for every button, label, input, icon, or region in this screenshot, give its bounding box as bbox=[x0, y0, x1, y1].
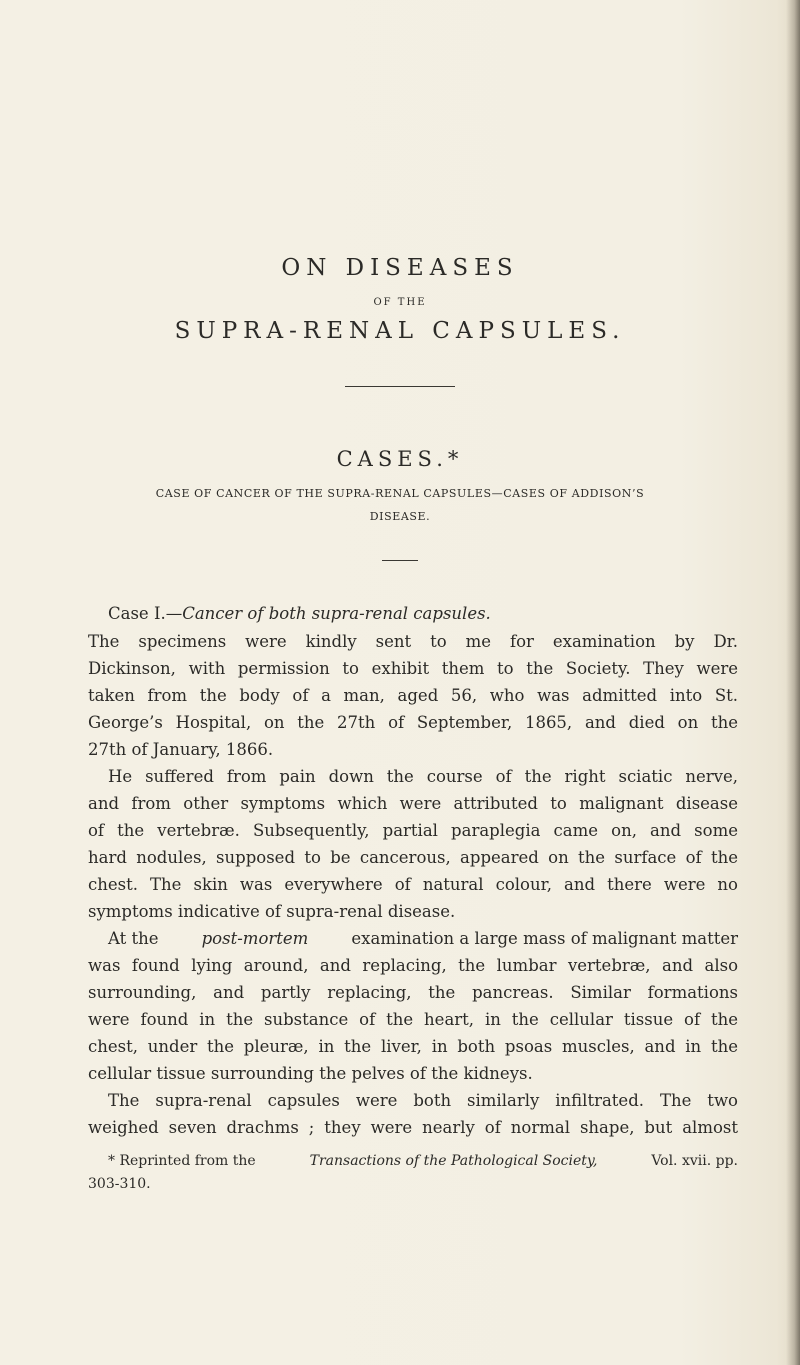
footnote-rest: Vol. xvii. pp. bbox=[651, 1153, 738, 1169]
body-line-8: of the vertebræ. Subsequently, partial paraplegia came on, and some bbox=[88, 821, 738, 840]
body-line-5: 27th of January, 1866. bbox=[88, 740, 274, 759]
case-label: Case I.— bbox=[108, 604, 183, 623]
title-main: ON DISEASES bbox=[281, 255, 519, 281]
footnote-line-2: 303-310. bbox=[88, 1176, 151, 1192]
body-line-12-end: examination a large mass of malignant matter bbox=[351, 929, 738, 948]
section-subheading-line-1: CASE OF CANCER OF THE SUPRA-RENAL CAPSULES—CASES OF ADDISON’S bbox=[155, 487, 645, 500]
body-line-14: surrounding, and partly replacing, the pancreas. Similar formations bbox=[88, 983, 738, 1002]
page-edge-shadow bbox=[786, 0, 800, 1365]
body-line-19: weighed seven drachms ; they were nearly of normal shape, but almost bbox=[88, 1118, 738, 1137]
body-line-2: Dickinson, with permission to exhibit them to the Society. They were bbox=[88, 659, 738, 678]
body-line-13: was found lying around, and replacing, the lumbar vertebræ, and also bbox=[88, 956, 738, 975]
body-line-3: taken from the body of a man, aged 56, who was admitted into St. bbox=[88, 686, 738, 705]
body-line-16: chest, under the pleuræ, in the liver, in both psoas muscles, and in the bbox=[88, 1037, 738, 1056]
body-line-17: cellular tissue surrounding the pelves of the kidneys. bbox=[88, 1064, 533, 1083]
title-of-the: OF THE bbox=[373, 297, 427, 308]
case-heading bbox=[108, 604, 758, 624]
post-mortem-italic: post-mortem bbox=[201, 929, 309, 948]
body-line-12 bbox=[108, 929, 738, 949]
body-line-18: The supra-renal capsules were both similarly infiltrated. The two bbox=[108, 1091, 738, 1110]
body-line-7: and from other symptoms which were attributed to malignant disease bbox=[88, 794, 738, 813]
section-heading-cases: CASES.* bbox=[336, 447, 464, 471]
section-rule bbox=[0, 546, 800, 565]
body-line-11: symptoms indicative of supra-renal disease. bbox=[88, 902, 456, 921]
body-line-4: George’s Hospital, on the 27th of September, 1865, and died on the bbox=[88, 713, 738, 732]
body-line-15: were found in the substance of the heart, in the cellular tissue of the bbox=[88, 1010, 738, 1029]
title-rule bbox=[0, 372, 800, 391]
case-title: Cancer of both supra-renal capsules. bbox=[182, 604, 491, 623]
body-line-9: hard nodules, supposed to be cancerous, appeared on the surface of the bbox=[88, 848, 738, 867]
body-line-1: The specimens were kindly sent to me for examination by Dr. bbox=[88, 632, 738, 651]
section-subheading-line-2: DISEASE. bbox=[369, 510, 431, 523]
body-line-6: He suffered from pain down the course of the right sciatic nerve, bbox=[108, 767, 738, 786]
footnote-prefix: * Reprinted from the bbox=[108, 1153, 256, 1169]
body-line-10: chest. The skin was everywhere of natural colour, and there were no bbox=[88, 875, 738, 894]
body-line-12-start: At the bbox=[108, 929, 159, 948]
footnote-line-1 bbox=[108, 1153, 738, 1169]
footnote-source: Transactions of the Pathological Society, bbox=[309, 1153, 598, 1169]
title-subject: SUPRA-RENAL CAPSULES. bbox=[174, 318, 626, 344]
